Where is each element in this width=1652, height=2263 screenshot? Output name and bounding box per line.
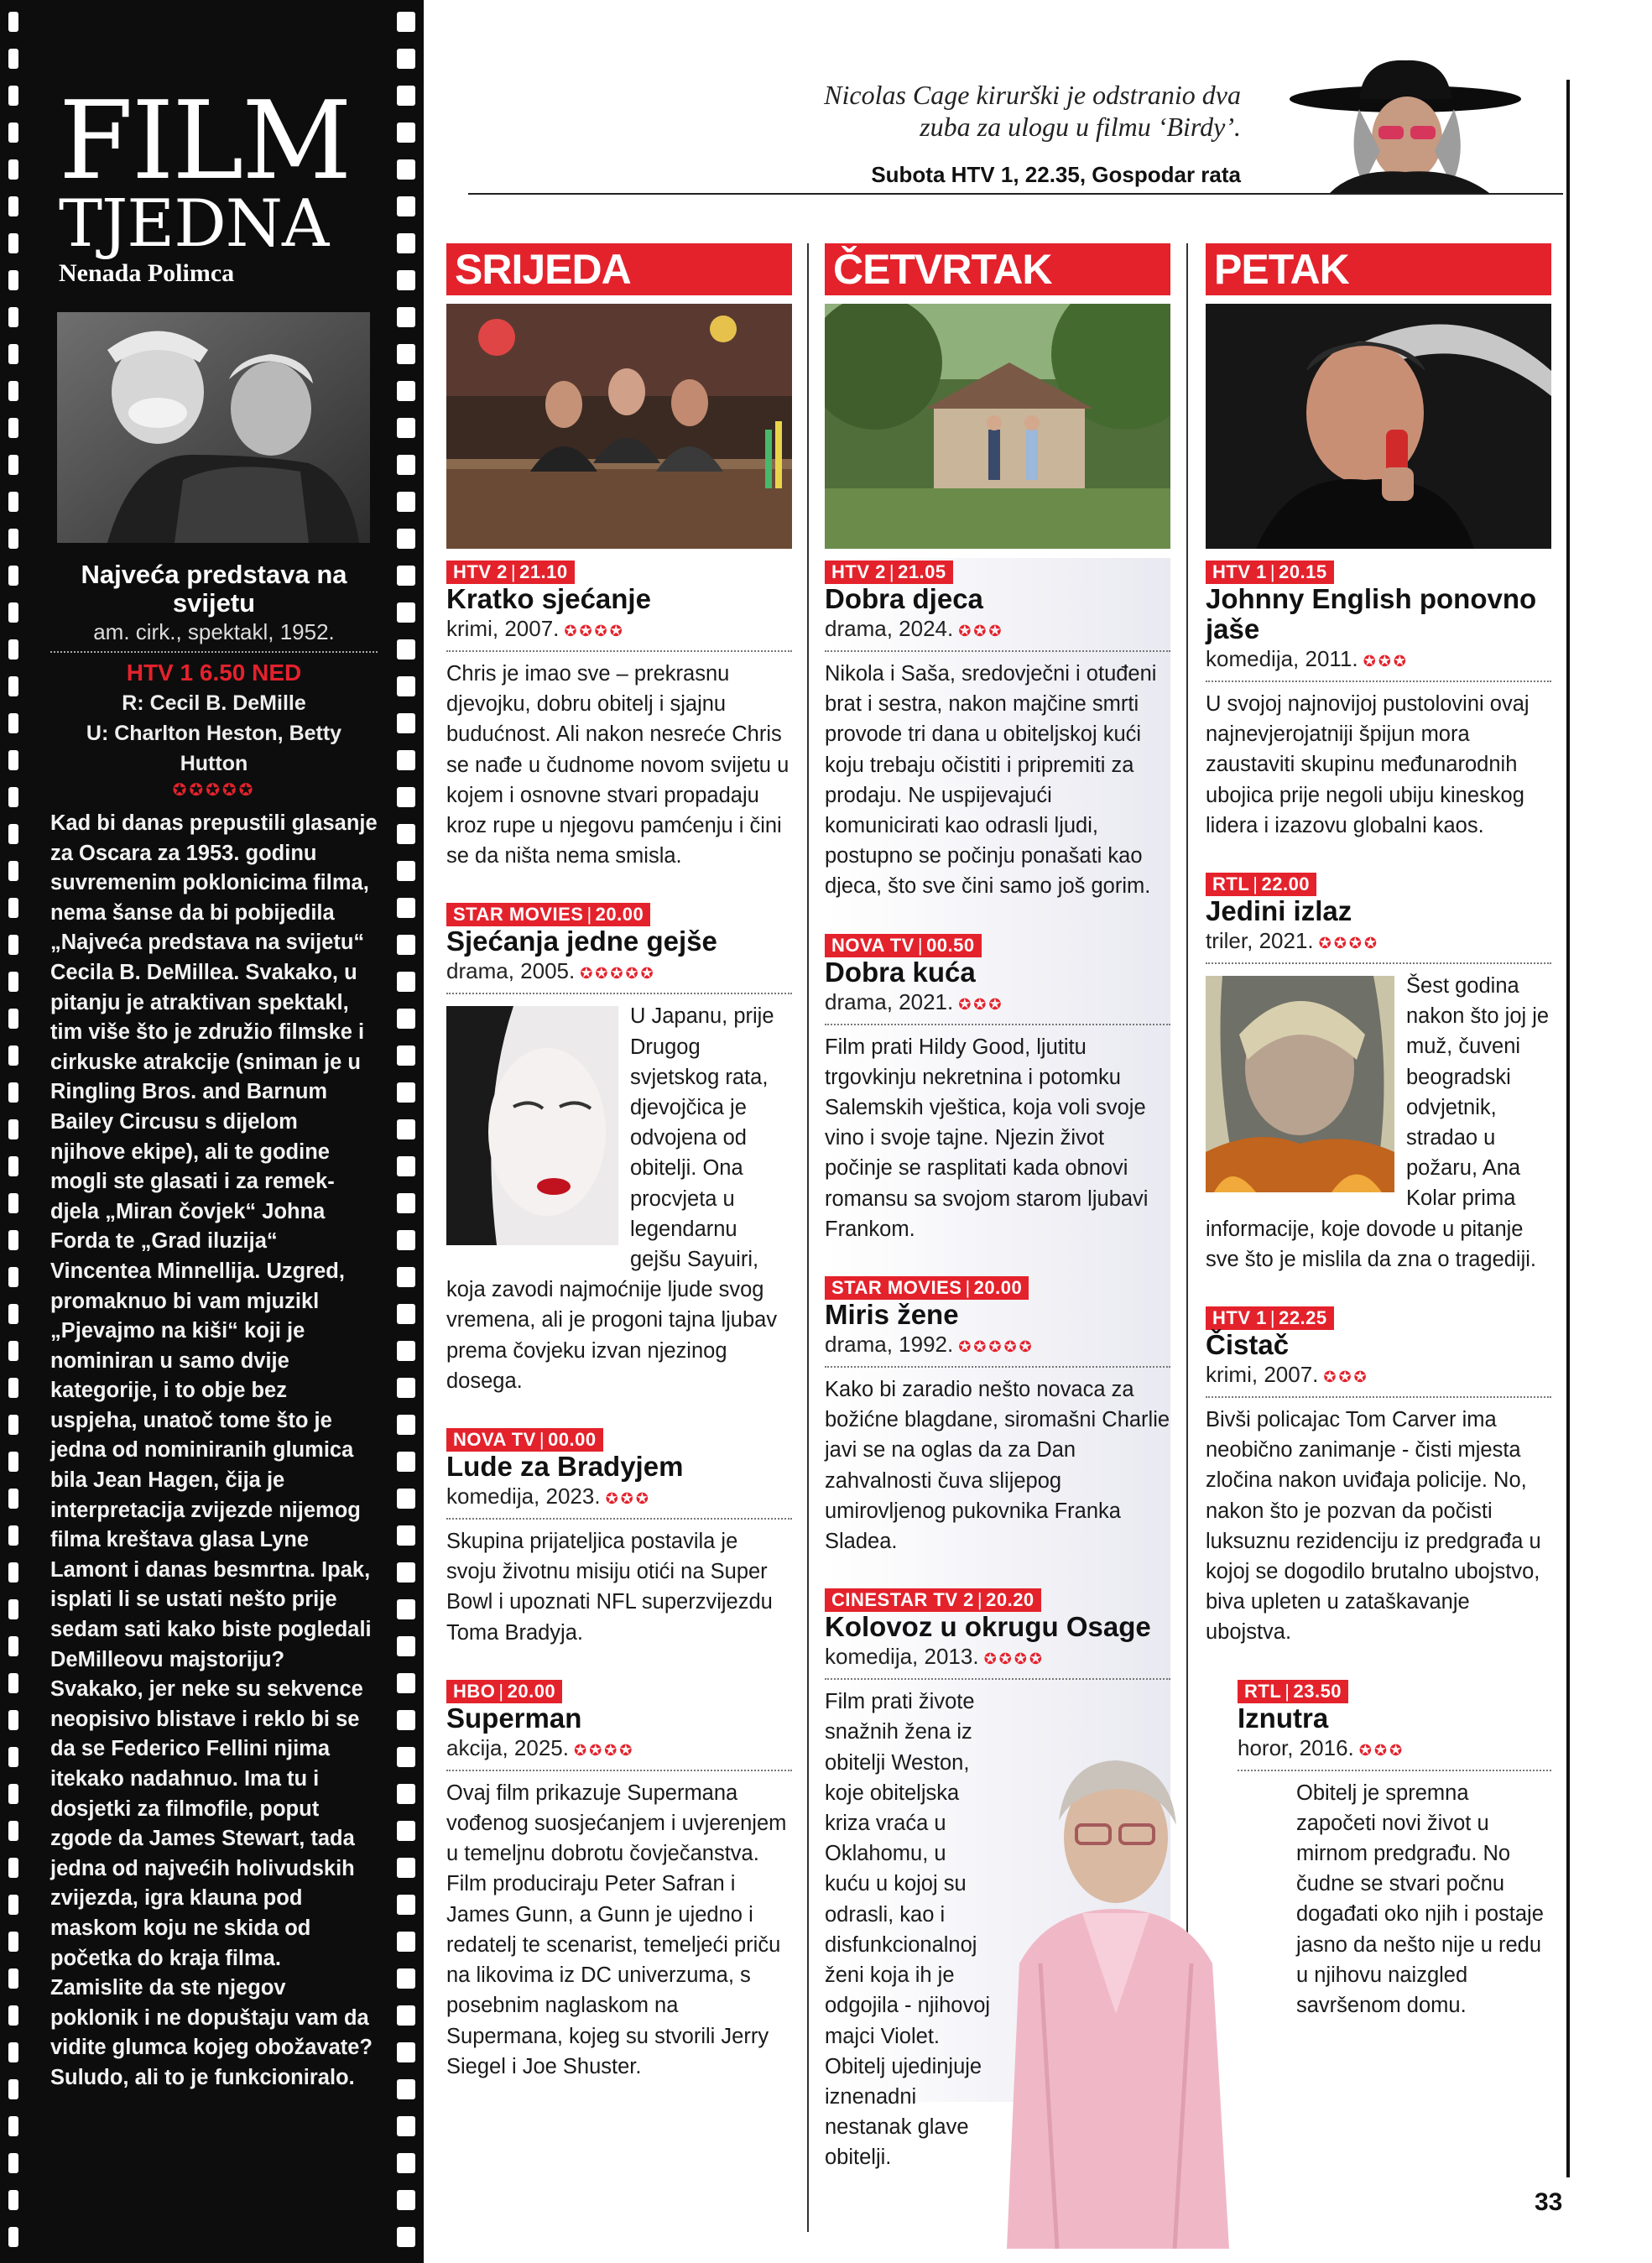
photo-johnny-english — [1206, 304, 1551, 549]
genre-text: akcija, 2025. — [446, 1734, 569, 1760]
listing — [1206, 873, 1551, 1275]
listing — [1238, 1680, 1551, 2021]
film-perforation — [8, 602, 18, 623]
featured-slot: HTV 1 6.50 NED — [126, 660, 302, 686]
film-perforation — [8, 1156, 18, 1176]
air-time: 20.20 — [986, 1589, 1034, 1611]
air-time: 21.10 — [519, 561, 568, 582]
film-perforation — [397, 1858, 415, 1878]
genre-text: krimi, 2007. — [1206, 1362, 1319, 1388]
film-genre — [446, 1482, 792, 1520]
listing — [1206, 561, 1551, 841]
channel-badge: HBO | 20.00 — [446, 1680, 562, 1703]
film-perforation — [397, 1341, 415, 1361]
film-perforation — [397, 12, 415, 32]
film-perforation — [8, 861, 18, 881]
film-perforation — [8, 1452, 18, 1472]
photo-garden-house — [825, 304, 1170, 549]
film-perforation — [8, 1932, 18, 1952]
film-perforation — [8, 1525, 18, 1546]
channel-badge: STAR MOVIES | 20.00 — [446, 903, 650, 926]
film-perforation — [8, 1009, 18, 1029]
film-perforation — [397, 196, 415, 216]
air-time: 22.25 — [1279, 1307, 1327, 1329]
listing — [446, 903, 792, 1396]
film-perforation — [8, 1636, 18, 1656]
film-perforation — [397, 1821, 415, 1841]
day-heading-wednesday: SRIJEDA — [446, 243, 792, 295]
genre-text: komedija, 2011. — [1206, 646, 1358, 671]
air-time: 20.00 — [595, 904, 644, 926]
channel-name: HTV 1 — [1212, 1307, 1267, 1329]
film-perforation — [8, 1858, 18, 1878]
film-perforation — [8, 1193, 18, 1213]
film-perforation — [8, 2042, 18, 2062]
film-genre — [1206, 1360, 1551, 1398]
genre-text: drama, 2024. — [825, 616, 954, 641]
rating-stars: ✪✪✪ — [1358, 1741, 1405, 1759]
film-perforation — [8, 713, 18, 733]
film-synopsis: Obitelj je spremna započeti novi život u mirnom predgrađu. No čudne se stvari počnu događati oko njih i postaje jasno da nešto nije u redu u njihovu naizgled savršenom domu. — [1296, 1781, 1544, 2018]
channel-badge: NOVA TV | 00.50 — [825, 934, 982, 957]
film-genre — [1206, 926, 1551, 964]
channel-badge: CINESTAR TV 2 | 20.20 — [825, 1588, 1041, 1612]
film-perforation — [397, 344, 415, 364]
film-perforation — [397, 49, 415, 69]
genre-text: drama, 1992. — [825, 1332, 954, 1358]
film-perforation — [8, 1045, 18, 1066]
film-title: Iznutra — [1238, 1702, 1329, 1734]
film-perforation — [397, 750, 415, 770]
featured-film — [50, 561, 378, 2094]
film-genre — [825, 988, 1170, 1025]
channel-badge: HTV 2 | 21.10 — [446, 561, 575, 584]
film-perforation — [8, 1267, 18, 1287]
channel-name: CINESTAR TV 2 — [831, 1589, 974, 1611]
film-synopsis: Film prati Hildy Good, ljutitu trgovkinju nekretnina i potomku Salemskih vještica, koja voli svoje vino i svoje tajne. Njezin život počinje se rasplitati kada obnovi romansu sa svojom starom ljubavi Frankom. — [825, 1035, 1149, 1241]
film-perforation — [397, 1045, 415, 1066]
logo-author: Nenada Polimca — [59, 259, 235, 287]
air-time: 21.05 — [898, 561, 946, 582]
film-perforation — [397, 1082, 415, 1103]
film-perforation — [397, 1525, 415, 1546]
film-genre — [1238, 1734, 1551, 1771]
film-perforation — [8, 2190, 18, 2210]
air-time: 23.50 — [1293, 1680, 1342, 1702]
film-perforation — [8, 1968, 18, 1989]
film-perforation — [8, 1415, 18, 1435]
film-perforation — [8, 2116, 18, 2136]
column-separator — [807, 243, 809, 2232]
film-genre — [1206, 644, 1551, 682]
film-perforation — [8, 639, 18, 660]
film-perforation — [8, 2153, 18, 2173]
photo-meryl-streep — [990, 1745, 1242, 2249]
listing — [825, 934, 1170, 1244]
film-title: Čistač — [1206, 1329, 1290, 1361]
film-perforation — [397, 713, 415, 733]
listing — [446, 561, 792, 871]
film-perforation — [397, 1193, 415, 1213]
film-perforation — [8, 1082, 18, 1103]
film-perforation — [8, 381, 18, 401]
rating-stars: ✪✪✪✪✪ — [580, 965, 656, 983]
film-perforation — [8, 86, 18, 106]
film-perforation — [8, 233, 18, 253]
film-perforation — [397, 1747, 415, 1767]
film-title: Superman — [446, 1702, 582, 1734]
film-perforation — [397, 1895, 415, 1915]
film-perforation — [397, 1304, 415, 1324]
film-perforation — [397, 787, 415, 807]
film-perforation — [397, 972, 415, 992]
day-heading-friday: PETAK — [1206, 243, 1551, 295]
rating-stars: ✪✪✪ — [1363, 653, 1409, 670]
channel-name: NOVA TV — [453, 1429, 536, 1451]
film-title: Dobra djeca — [825, 583, 983, 614]
film-genre — [446, 614, 792, 652]
film-title: Kratko sjećanje — [446, 583, 651, 614]
genre-text: komedija, 2013. — [825, 1644, 979, 1670]
channel-name: HBO — [453, 1680, 496, 1702]
film-perforation — [8, 2227, 18, 2247]
film-perforation — [397, 492, 415, 512]
film-perforation — [8, 529, 18, 549]
listing — [825, 1276, 1170, 1556]
film-perforation — [397, 381, 415, 401]
film-perforation — [397, 2227, 415, 2247]
film-perforation — [8, 344, 18, 364]
rating-stars: ✪✪✪✪ — [1318, 935, 1379, 952]
film-perforation — [397, 1932, 415, 1952]
photo-geisha — [446, 1006, 618, 1245]
film-title: Dobra kuća — [825, 956, 976, 988]
film-title: Sjećanja jedne gejše — [446, 926, 717, 957]
film-perforation — [8, 159, 18, 180]
film-perforation — [397, 86, 415, 106]
film-perforation — [397, 123, 415, 143]
film-perforation — [8, 935, 18, 955]
film-perforation — [8, 972, 18, 992]
rating-stars: ✪✪✪ — [958, 623, 1004, 639]
film-perforation — [8, 2079, 18, 2099]
trivia-quote: Nicolas Cage kirurški je odstranio dva zuba za ulogu u filmu ‘Birdy’. — [824, 80, 1241, 142]
channel-badge: HTV 1 | 20.15 — [1206, 561, 1334, 584]
film-perforation — [8, 123, 18, 143]
film-perforation — [397, 1968, 415, 1989]
channel-badge: RTL | 23.50 — [1238, 1680, 1348, 1703]
film-perforation — [397, 418, 415, 438]
photo-bar-scene — [446, 304, 792, 549]
column-friday — [1206, 243, 1551, 2021]
film-genre — [825, 614, 1170, 652]
film-perforation — [8, 1747, 18, 1767]
film-synopsis: Ovaj film prikazuje Supermana vođenog suosjećanjem i uvjerenjem u temeljnu dobrotu čovječanstva. Film produciraju Peter Safran i James Gunn, a Gunn je ujedno i redatelj te scenarist, temeljeći priču na likovima iz DC univerzuma, s posebnim naglaskom na Supermana, kojeg su stvorili Jerry Siegel i Joe Shuster. — [446, 1781, 787, 2078]
channel-name: RTL — [1244, 1680, 1282, 1702]
film-perforation — [8, 1821, 18, 1841]
genre-text: komedija, 2023. — [446, 1483, 601, 1510]
film-perforation — [397, 1452, 415, 1472]
film-perforation — [397, 1009, 415, 1029]
page-right-rule — [1566, 80, 1570, 2177]
film-perforation — [8, 270, 18, 290]
film-perforation — [397, 307, 415, 327]
film-perforation — [8, 824, 18, 844]
film-perforation — [397, 898, 415, 918]
page-number: 33 — [1535, 2188, 1563, 2216]
logo-tjedna: TJEDNA — [59, 186, 329, 262]
air-time: 20.00 — [973, 1277, 1023, 1299]
film-perforation — [8, 676, 18, 696]
film-perforation — [397, 1156, 415, 1176]
film-perforation — [8, 1895, 18, 1915]
film-perforation — [397, 1267, 415, 1287]
photo-nicolas-cage-hat — [1279, 59, 1531, 193]
film-perforation — [397, 1489, 415, 1509]
film-title: Johnny English ponovno jaše — [1206, 583, 1537, 644]
film-perforation — [8, 1119, 18, 1139]
film-perforation — [397, 1119, 415, 1139]
channel-name: HTV 1 — [1212, 561, 1267, 582]
film-perforation — [397, 233, 415, 253]
film-perforation — [397, 2042, 415, 2062]
photo-woman-fire — [1206, 976, 1394, 1192]
listing — [825, 561, 1170, 902]
film-perforation — [8, 1599, 18, 1619]
film-perforation — [397, 1562, 415, 1583]
photo-clown-couple — [57, 312, 370, 543]
film-perforation — [397, 2079, 415, 2099]
film-perforation — [8, 1673, 18, 1693]
film-perforation — [397, 602, 415, 623]
channel-badge: NOVA TV | 00.00 — [446, 1428, 603, 1452]
film-perforation — [397, 566, 415, 586]
air-time: 00.50 — [926, 934, 975, 956]
trivia-schedule: Subota HTV 1, 22.35, Gospodar rata — [871, 162, 1241, 187]
synopsis-text: Šest godina nakon što joj je muž, čuveni beogradski odvjetnik, stradao u požaru, Ana Kolar prima informacije, koje dovode u pitanje sve što je mislila da zna o tragediji. — [1206, 974, 1550, 1271]
film-perforation — [397, 2005, 415, 2026]
film-perforation — [397, 639, 415, 660]
film-perforations-left — [0, 0, 34, 2263]
channel-badge: HTV 2 | 21.05 — [825, 561, 953, 584]
channel-name: STAR MOVIES — [453, 904, 584, 926]
genre-text: krimi, 2007. — [446, 616, 560, 641]
rating-stars: ✪✪✪✪ — [983, 1650, 1045, 1668]
film-synopsis: Bivši policajac Tom Carver ima neobično zanimanje - čisti mjesta zločina nakon uviđaja policije. No, nakon što je pozvan da počisti luksuznu rezidenciju iz predgrađa u kojoj se dogodilo brutalno ubojstvo, biva upleten u zataškavanje ubojstva. — [1206, 1408, 1541, 1645]
film-synopsis: Chris je imao sve – prekrasnu djevojku, dobru obitelj i sjajnu budućnost. Ali nakon nesreće Chris se nađe u čudnome novom svijetu u kojem i osnovne stvari propadaju kroz rupe u njegovu pamćenju i čini se da ništa nema smisla. — [446, 662, 790, 868]
rating-stars: ✪✪✪✪✪ — [958, 1338, 1034, 1356]
channel-name: STAR MOVIES — [831, 1277, 962, 1299]
genre-text: drama, 2005. — [446, 958, 576, 984]
film-perforation — [8, 455, 18, 475]
film-genre — [825, 1330, 1170, 1368]
channel-name: HTV 2 — [831, 561, 886, 582]
genre-text: triler, 2021. — [1206, 928, 1314, 954]
film-perforation — [8, 196, 18, 216]
film-perforation — [397, 159, 415, 180]
film-perforation — [397, 2153, 415, 2173]
film-title: Kolovoz u okrugu Osage — [825, 1611, 1151, 1643]
listing — [1206, 1306, 1551, 1648]
column-wednesday — [446, 243, 792, 2082]
film-perforation — [8, 898, 18, 918]
featured-cast: U: Charlton Heston, Betty Hutton — [86, 722, 342, 775]
film-perforation — [397, 676, 415, 696]
film-perforation — [8, 49, 18, 69]
air-time: 20.15 — [1279, 561, 1327, 582]
film-perforation — [8, 787, 18, 807]
film-perforation — [397, 270, 415, 290]
film-perforation — [397, 2190, 415, 2210]
film-perforation — [397, 1230, 415, 1250]
day-heading-thursday: ČETVRTAK — [825, 243, 1170, 295]
film-synopsis — [1206, 971, 1551, 1275]
film-perforation — [8, 418, 18, 438]
film-perforation — [8, 1341, 18, 1361]
rating-stars: ✪✪✪✪ — [573, 1741, 635, 1759]
film-genre — [825, 1642, 1170, 1680]
listing — [446, 1680, 792, 2082]
film-perforation — [8, 1378, 18, 1398]
film-perforation — [8, 307, 18, 327]
film-perforation — [8, 12, 18, 32]
film-tjedna-logo — [59, 79, 351, 288]
air-time: 00.00 — [548, 1429, 597, 1451]
film-synopsis: Nikola i Saša, sredovječni i otuđeni brat i sestra, nakon majčine smrti provode tri dana u obiteljskoj kući koju trebaju očistiti i pripremiti za prodaju. Ne uspijevajući komunicirati kao odrasli ljudi, postupno se počinju ponašati kao djeca, što sve čini samo još gorim. — [825, 662, 1157, 899]
film-title: Lude za Bradyjem — [446, 1451, 684, 1483]
channel-badge: STAR MOVIES | 20.00 — [825, 1276, 1029, 1300]
film-perforation — [397, 455, 415, 475]
film-strip-sidebar — [0, 0, 424, 2263]
synopsis-text: U Japanu, prije Drugog svjetskog rata, djevojčica je odvojena od obitelji. Ona procvjeta u legendarnu gejšu Sayuiri, koja zavodi najmoćnije ljude svog vremena, ali je progoni tajna ljubav prema čovjeku izvan njezinog dosega. — [446, 1004, 778, 1393]
film-perforation — [8, 566, 18, 586]
featured-rating-stars: ✪✪✪✪✪ — [172, 781, 256, 800]
air-time: 22.00 — [1261, 873, 1311, 895]
film-perforation — [397, 935, 415, 955]
air-time: 20.00 — [507, 1680, 556, 1702]
film-perforation — [8, 1230, 18, 1250]
featured-genre: am. cirk., spektakl, 1952. — [50, 618, 378, 653]
film-perforation — [397, 1636, 415, 1656]
film-perforation — [397, 1378, 415, 1398]
film-perforation — [8, 1784, 18, 1804]
film-perforations-right — [386, 0, 424, 2263]
film-perforation — [397, 2116, 415, 2136]
featured-review: Kad bi danas prepustili glasanje za Oscara za 1953. godinu suvremenim poklonicima filma, nema šanse da bi pobijedila „Najveća predstava na svijetu“ Cecila B. DeMillea. Svakako, u pitanju je atraktivan spektakl, tim više što je združio filmske i cirkuske atrakcije (sniman je u Ringling Bros. and Barnum Bailey Circusu s dijelom njihove ekipe), ali te godine mogli ste glasati i za remek-djela „Miran čovjek“ Johna Forda te „Grad iluzija“ Vincentea Minnellija. Uzgred, promaknuo bi vam mjuzikl „Pjevajmo na kiši“ koji je nominiran u samo dvije kategorije, i to obje bez uspjeha, unatoč tome što je jedna od nominiranih glumica bila Jean Hagen, čija je interpretacija zvijezde nijemog filma kreštava glasa Lyne Lamont i danas besmrtna. Ipak, isplati li se ustati nešto prije sedam sati kako biste pogledali DeMilleovu majstoriju? Svakako, jer neke su sekvence neopisivo blistave i reklo bi se da se Federico Fellini njima itekako nadahnuo. Ima tu i dosjetki za filmofile, poput zgode da James Stewart, tada jedna od najvećih holivudskih zvijezda, igra klauna pod maskom koju ne skida od početka do kraja filma. Zamislite da ste njegov poklonik i ne dopuštaju vam da vidite glumca kojeg obožavate? Suludo, ali to je funkcioniralo. — [50, 811, 378, 2089]
film-perforation — [8, 750, 18, 770]
channel-name: RTL — [1212, 873, 1250, 895]
film-perforation — [8, 492, 18, 512]
film-perforation — [397, 824, 415, 844]
film-title: Miris žene — [825, 1299, 959, 1331]
listing — [446, 1428, 792, 1648]
header-divider — [468, 193, 1563, 195]
film-perforation — [397, 1673, 415, 1693]
film-genre — [446, 957, 792, 994]
channel-badge: RTL | 22.00 — [1206, 873, 1316, 896]
logo-film: FILM — [59, 79, 351, 204]
channel-name: HTV 2 — [453, 561, 508, 582]
film-synopsis: Kako bi zaradio nešto novaca za božićne blagdane, siromašni Charlie javi se na oglas da za Dan zahvalnosti čuva slijepog umirovljenog pukovnika Franka Sladea. — [825, 1378, 1170, 1554]
rating-stars: ✪✪✪ — [958, 995, 1004, 1013]
film-perforation — [397, 1415, 415, 1435]
rating-stars: ✪✪✪✪ — [564, 623, 625, 639]
genre-text: horor, 2016. — [1238, 1734, 1354, 1760]
film-synopsis: Film prati živote snažnih žena iz obitelji Weston, koje obiteljska kriza vraća u Oklahomu, u kuću u kojoj su odrasli, kao i disfunkcionalnoj ženi koja ih je odgojila - njihovoj majci Violet. Obitelj ujedinjuje iznenadni nestanak glave obitelji. — [825, 1690, 991, 2170]
film-synopsis: Skupina prijateljica postavila je svoju životnu misiju otići na Super Bowl i upoznati NFL superzvijezdu Toma Bradyja. — [446, 1530, 773, 1645]
film-perforation — [397, 861, 415, 881]
rating-stars: ✪✪✪ — [1323, 1369, 1369, 1386]
film-perforation — [8, 1489, 18, 1509]
genre-text: drama, 2021. — [825, 988, 954, 1014]
film-perforation — [397, 1784, 415, 1804]
film-perforation — [397, 529, 415, 549]
film-synopsis: U svojoj najnovijoj pustolovini ovaj najnevjerojatniji špijun mora zaustaviti skupinu međunarodnih ubojica prije negoli ubiju kineskog lidera i izazovu globalni kaos. — [1206, 692, 1530, 837]
channel-name: NOVA TV — [831, 934, 915, 956]
film-perforation — [397, 1710, 415, 1730]
film-perforation — [8, 1710, 18, 1730]
film-perforation — [8, 2005, 18, 2026]
rating-stars: ✪✪✪ — [605, 1490, 651, 1508]
featured-title: Najveća predstava na svijetu — [81, 560, 347, 618]
film-perforation — [8, 1304, 18, 1324]
featured-director: R: Cecil B. DeMille — [122, 691, 306, 715]
film-genre — [446, 1734, 792, 1771]
film-perforation — [8, 1562, 18, 1583]
film-synopsis — [446, 1001, 792, 1396]
channel-badge: HTV 1 | 22.25 — [1206, 1306, 1334, 1330]
film-title: Jedini izlaz — [1206, 895, 1352, 927]
film-perforation — [397, 1599, 415, 1619]
